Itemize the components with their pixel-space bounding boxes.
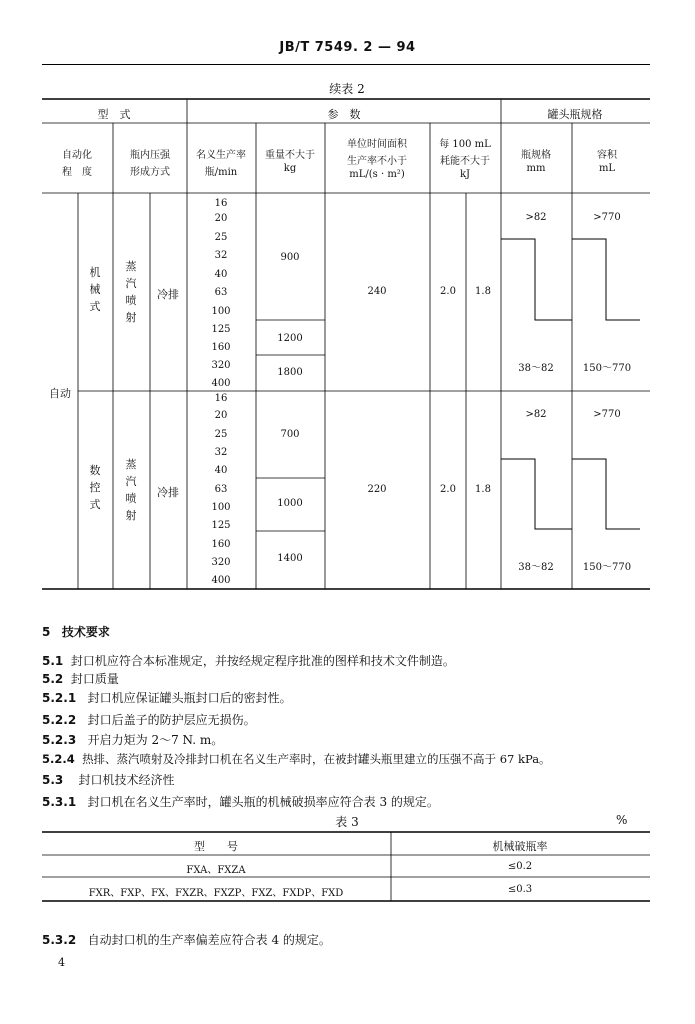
section-5-2-2: 5.2.2 封口后盖子的防护层应无损伤。: [42, 713, 256, 727]
table3-header-rate: 机械破瓶率: [492, 840, 548, 853]
energy-block2-a: 2.0: [440, 484, 456, 495]
spec-top-block1: >82: [525, 212, 547, 223]
col-pressure-2: 形成方式: [130, 167, 170, 178]
section-5-2-1: 5.2.1 封口机应保证罐头瓶封口后的密封性。: [42, 691, 292, 705]
section-5-2: 5.2 封口质量: [42, 672, 119, 686]
group-type: 型 式: [97, 108, 131, 121]
col-auto-2: 程 度: [62, 167, 92, 178]
vol-bottom-block2: 150～770: [582, 562, 632, 573]
rate-cell: 400: [211, 378, 231, 389]
cooling-block1: 冷排: [157, 288, 179, 301]
col-spec-2: mm: [526, 163, 546, 174]
arearate-block1: 240: [367, 286, 387, 297]
cooling-block2: 冷排: [157, 486, 179, 499]
col-volume-2: mL: [598, 163, 616, 174]
group-jar: 罐头瓶规格: [547, 108, 603, 121]
section-5: 5 技术要求: [42, 625, 110, 639]
rate-cell: 100: [211, 306, 231, 317]
col-arearate-1: 单位时间面积: [347, 139, 407, 150]
rate-cell: 320: [211, 557, 231, 568]
spec-bottom-block2: 38～82: [518, 562, 554, 573]
rate-cell: 160: [211, 539, 231, 550]
section-5-2-4: 5.2.4 热排、蒸汽喷射及冷排封口机在名义生产率时，在被封罐头瓶里建立的压强不高于 67 kPa。: [42, 752, 551, 766]
rate-cell: 320: [211, 360, 231, 371]
col-energy-2: 耗能不大于: [440, 156, 490, 167]
col-rate-2: 瓶/min: [204, 167, 238, 178]
spec-top-block2: >82: [525, 409, 547, 420]
weight-block2-1: 700: [280, 429, 300, 440]
section-5-3-1: 5.3.1 封口机在名义生产率时，罐头瓶的机械破损率应符合表 3 的规定。: [42, 795, 439, 809]
pressure-method-block2: 蒸汽喷射: [125, 458, 137, 522]
rate-cell: 63: [214, 484, 228, 495]
table3-header-model: 型 号: [194, 840, 238, 853]
col-rate-1: 名义生产率: [196, 150, 246, 161]
table3-row-rate: ≤0.3: [507, 884, 533, 895]
type-name-block2: 数控式: [89, 464, 101, 511]
arearate-block2: 220: [367, 484, 387, 495]
vol-top-block2: >770: [593, 409, 621, 420]
table2-title: 续表 2: [329, 82, 365, 96]
col-energy-1: 每 100 mL: [439, 139, 491, 150]
col-arearate-2: 生产率不小于: [347, 156, 407, 167]
rate-cell: 16: [214, 198, 228, 209]
col-pressure-1: 瓶内压强: [130, 150, 170, 161]
rate-cell: 25: [214, 232, 228, 243]
energy-block2-b: 1.8: [475, 484, 491, 495]
rate-cell: 100: [211, 502, 231, 513]
rate-cell: 40: [214, 465, 228, 476]
weight-block2-2: 1000: [277, 498, 303, 509]
rate-cell: 20: [214, 410, 228, 421]
table3-row-model: FXR、FXP、FX、FXZR、FXZP、FXZ、FXDP、FXD: [88, 888, 344, 899]
col-energy-3: kJ: [459, 169, 471, 180]
weight-block2-3: 1400: [277, 553, 303, 564]
rate-cell: 40: [214, 269, 228, 280]
type-name-block1: 机械式: [89, 266, 101, 313]
col-auto-1: 自动化: [62, 150, 92, 161]
energy-block1-b: 1.8: [475, 286, 491, 297]
weight-block1-3: 1800: [277, 367, 303, 378]
rate-cell: 20: [214, 213, 228, 224]
table3-title: 表 3: [335, 815, 359, 829]
col-spec-1: 瓶规格: [521, 150, 551, 161]
pressure-method-block1: 蒸汽喷射: [125, 260, 137, 324]
vol-top-block1: >770: [593, 212, 621, 223]
rate-cell: 32: [214, 447, 228, 458]
col-volume-1: 容积: [597, 150, 617, 161]
section-5-3: 5.3 封口机技术经济性: [42, 773, 175, 787]
rate-cell: 125: [211, 324, 231, 335]
weight-block1-1: 900: [280, 252, 300, 263]
rate-cell: 125: [211, 520, 231, 531]
vol-bottom-block1: 150～770: [582, 363, 632, 374]
table3-unit: %: [616, 813, 628, 827]
rate-cell: 25: [214, 429, 228, 440]
rate-cell: 63: [214, 287, 228, 298]
page-number: 4: [58, 956, 65, 969]
document-code: JB/T 7549. 2 — 94: [279, 40, 416, 55]
section-5-2-3: 5.2.3 开启力矩为 2～7 N. m。: [42, 733, 224, 747]
col-weight-2: kg: [283, 163, 297, 174]
section-5-1: 5.1 封口机应符合本标准规定，并按经规定程序批准的图样和技术文件制造。: [42, 654, 455, 668]
rate-cell: 160: [211, 342, 231, 353]
auto-level-label: 自动: [49, 387, 71, 400]
rate-cell: 16: [214, 393, 228, 404]
energy-block1-a: 2.0: [440, 286, 456, 297]
group-params: 参 数: [327, 108, 361, 121]
section-5-3-2: 5.3.2 自动封口机的生产率偏差应符合表 4 的规定。: [42, 933, 331, 947]
table3-row-model: FXA、FXZA: [186, 865, 246, 876]
rate-cell: 32: [214, 250, 228, 261]
rate-cell: 400: [211, 575, 231, 586]
table3-row-rate: ≤0.2: [507, 861, 533, 872]
weight-block1-2: 1200: [277, 333, 303, 344]
col-weight-1: 重量不大于: [265, 150, 315, 161]
col-arearate-3: mL/(s · m²): [349, 169, 405, 180]
spec-bottom-block1: 38～82: [518, 363, 554, 374]
